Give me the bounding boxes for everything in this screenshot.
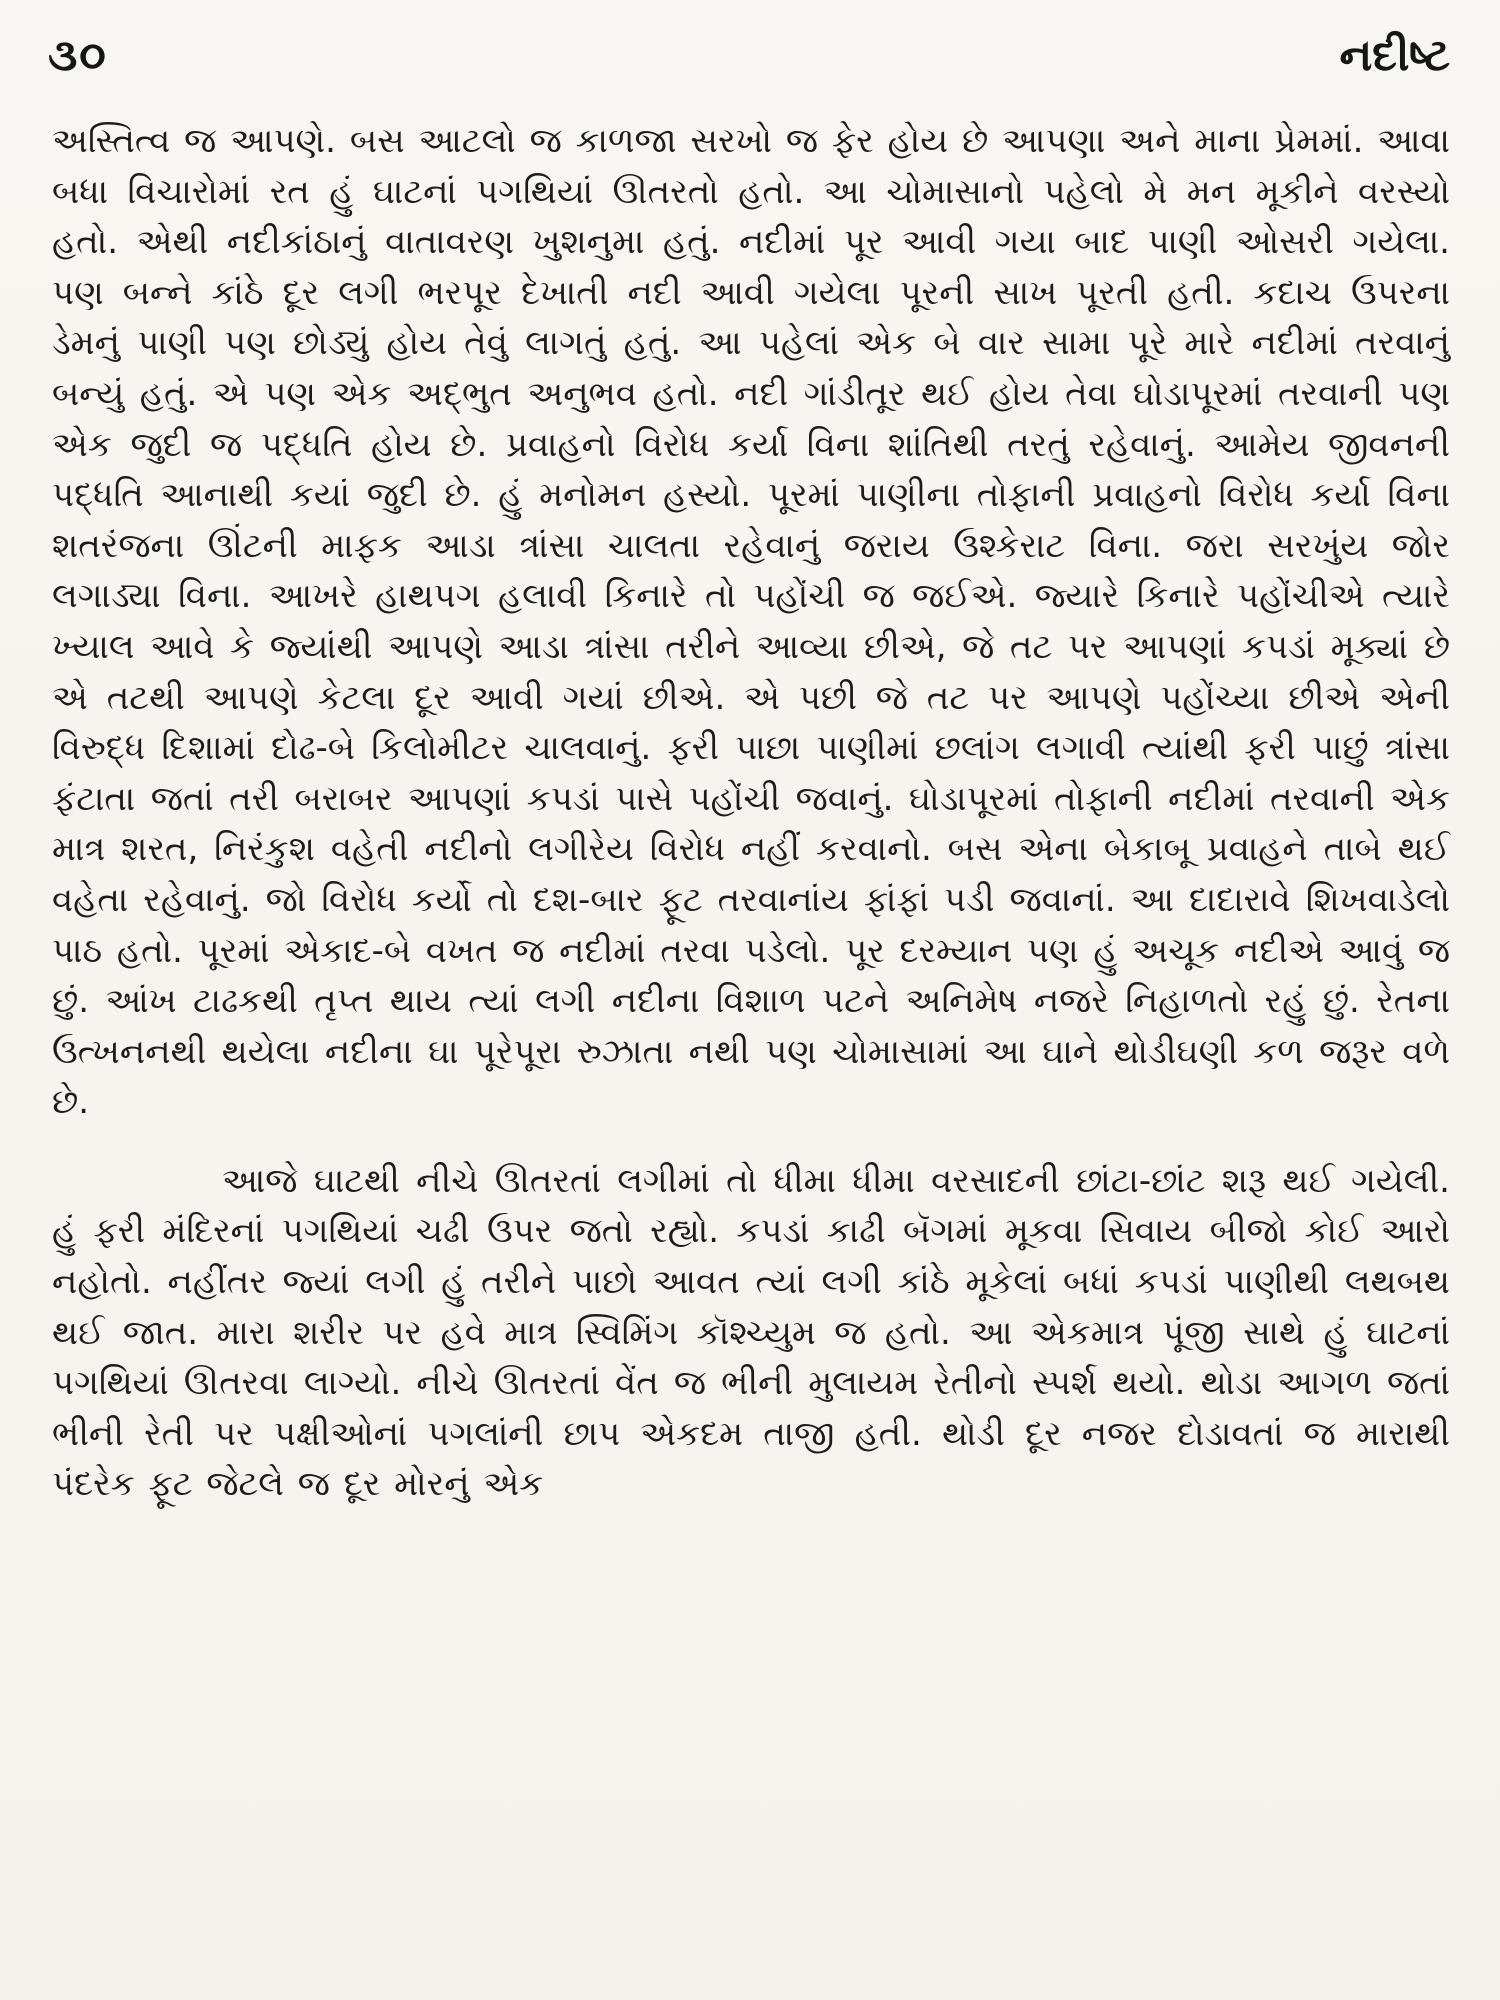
running-head: નદીષ્ટ <box>1339 30 1450 81</box>
body-text <box>52 116 1450 1510</box>
paragraph-2: આજે ઘાટથી નીચે ઊતરતાં લગીમાં તો ધીમા ધીમા વરસાદની છાંટા-છાંટ શરૂ થઈ ગયેલી. હું ફરી મંદિરનાં પગથિયાં ચઢી ઉપર જતો રહ્યો. કપડાં કાઢી બૅગમાં મૂકવા સિવાય બીજો કોઈ આરો નહોતો. નહીંતર જ્યાં લગી હું તરીને પાછો આવત ત્યાં લગી કાંઠે મૂકેલાં બધાં કપડાં પાણીથી લથબથ થઈ જાત. મારા શરીર પર હવે માત્ર સ્વિમિંગ કૉશ્ચ્યુમ જ હતો. આ એકમાત્ર પૂંજી સાથે હું ઘાટનાં પગથિયાં ઊતરવા લાગ્યો. નીચે ઊતરતાં વેંત જ ભીની મુલાયમ રેતીનો સ્પર્શ થયો. થોડા આગળ જતાં ભીની રેતી પર પક્ષીઓનાં પગલાંની છાપ એકદમ તાજી હતી. થોડી દૂર નજર દોડાવતાં જ મારાથી પંદરેક ફૂટ જેટલે જ દૂર મોરનું એક <box>52 1160 1450 1505</box>
paragraph-1: અસ્તિત્વ જ આપણે. બસ આટલો જ કાળજા સરખો જ ફેર હોય છે આપણા અને માના પ્રેમમાં. આવા બધા વિચારોમાં રત હું ઘાટનાં પગથિયાં ઊતરતો હતો. આ ચોમાસાનો પહેલો મે મન મૂકીને વરસ્યો હતો. એથી નદીકાંઠાનું વાતાવરણ ખુશનુમા હતું. નદીમાં પૂર આવી ગયા બાદ પાણી ઓસરી ગયેલા. પણ બન્ને કાંઠે દૂર લગી ભરપૂર દેખાતી નદી આવી ગયેલા પૂરની સાખ પૂરતી હતી. કદાચ ઉપરના ડેમનું પાણી પણ છોડ્યું હોય તેવું લાગતું હતું. આ પહેલાં એક બે વાર સામા પૂરે મારે નદીમાં તરવાનું બન્યું હતું. એ પણ એક અદ્ભુત અનુભવ હતો. નદી ગાંડીતૂર થઈ હોય તેવા ઘોડાપૂરમાં તરવાની પણ એક જુદી જ પદ્ધતિ હોય છે. પ્રવાહનો વિરોધ કર્યા વિના શાંતિથી તરતું રહેવાનું. આમેય જીવનની પદ્ધતિ આનાથી કયાં જુદી છે. હું મનોમન હસ્યો. પૂરમાં પાણીના તોફાની પ્રવાહનો વિરોધ કર્યા વિના શતરંજના ઊંટની માફક આડા ત્રાંસા ચાલતા રહેવાનું જરાય ઉશ્કેરાટ વિના. જરા સરખુંય જોર લગાડ્યા વિના. આખરે હાથપગ હલાવી કિનારે તો પહોંચી જ જઈએ. જ્યારે કિનારે પહોંચીએ ત્યારે ખ્યાલ આવે કે જ્યાંથી આપણે આડા ત્રાંસા તરીને આવ્યા છીએ, જે તટ પર આપણાં કપડાં મૂક્યાં છે એ તટથી આપણે કેટલા દૂર આવી ગયાં છીએ. એ પછી જે તટ પર આપણે પહોંચ્યા છીએ એની વિરુદ્ધ દિશામાં દોઢ-બે કિલોમીટર ચાલવાનું. ફરી પાછા પાણીમાં છલાંગ લગાવી ત્યાંથી ફરી પાછું ત્રાંસા ફંટાતા જતાં તરી બરાબર આપણાં કપડાં પાસે પહોંચી જવાનું. ઘોડાપૂરમાં તોફાની નદીમાં તરવાની એક માત્ર શરત, નિરંકુશ વહેતી નદીનો લગીરેય વિરોધ નહીં કરવાનો. બસ એના બેકાબૂ પ્રવાહને તાબે થઈ વહેતા રહેવાનું. જો વિરોધ કર્યો તો દશ-બાર ફૂટ તરવાનાંય ફાંફાં પડી જવાનાં. આ દાદારાવે શિખવાડેલો પાઠ હતો. પૂરમાં એકાદ-બે વખત જ નદીમાં તરવા પડેલો. પૂર દરમ્યાન પણ હું અચૂક નદીએ આવું જ છું. આંખ ટાઢકથી તૃપ્ત થાય ત્યાં લગી નદીના વિશાળ પટને અનિમેષ નજરે નિહાળતો રહું છું. રેતના ઉત્ખનનથી થયેલા નદીના ઘા પૂરેપૂરા રુઝાતા નથી પણ ચોમાસામાં આ ઘાને થોડીઘણી કળ જરૂર વળે છે. <box>52 121 1450 1123</box>
page-number: ૩૦ <box>48 30 108 81</box>
